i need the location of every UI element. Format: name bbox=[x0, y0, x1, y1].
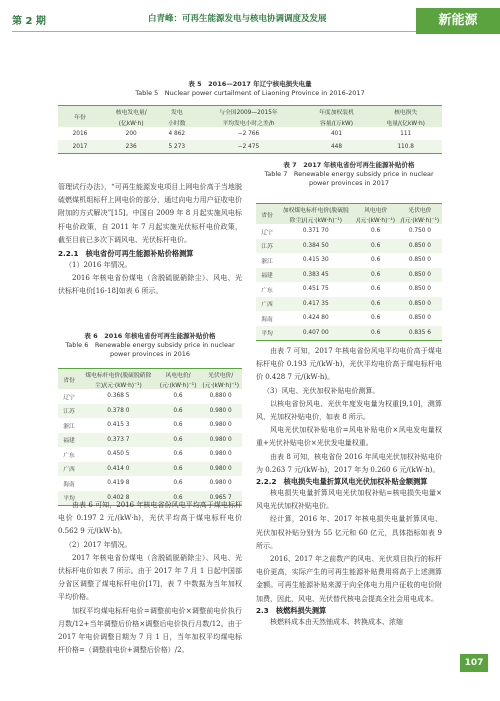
section-heading: 2.3 核燃料损失测算 bbox=[256, 605, 327, 615]
table7-cell: 0.6 bbox=[371, 271, 381, 278]
table6-cell: 江苏 bbox=[63, 409, 75, 416]
table5-cell: 110.8 bbox=[397, 143, 414, 150]
table6-cell: 0.980 0 bbox=[209, 407, 232, 414]
table6-cell: 0.6 bbox=[173, 480, 183, 487]
paragraph: 核燃料成本由天然铀成本、转换成本、浓缩 bbox=[270, 617, 403, 626]
paragraph: （2）2017 年情况。 bbox=[65, 540, 132, 549]
table7-cell: 0.371 70 bbox=[302, 228, 329, 235]
table6-cell: 0.6 bbox=[173, 465, 183, 472]
table7-cell: 辽宁 bbox=[261, 229, 273, 236]
paragraph: 经计算，2016 年、2017 年核电损失电量折算风电、光伏加权补贴分别为 55 亿元和 60 亿元，具体指标如表 9 所示。 bbox=[256, 515, 442, 550]
table6-cell: 0.368 5 bbox=[107, 393, 130, 400]
table6-cell: 0.402 8 bbox=[107, 494, 130, 501]
paragraph: 由表 8 可知，核电省份 2016 年风电光伏加权补贴电价为 0.263 7 元/(kW·h)，2017 年为 0.260 6 元/(kW·h)。 bbox=[256, 452, 442, 474]
paragraph: （3）风电、光伏加权补贴电价测算。 bbox=[263, 386, 380, 395]
table6-cell: 0.980 0 bbox=[209, 465, 232, 472]
table-row bbox=[256, 297, 442, 312]
paragraph: 管理试行办法》，“可再生能源发电项目上网电价高于当地脱硫燃煤机组标杆上网电价的部分，通过向电力用户征收电价附加的方式解决”[15]。中国自 2009 年 8 月起实施风电标杆电价政策，自 2011 年 7 月起实施光伏标杆电价政策，截至目前已多次下调风电、光伏标杆电价。 bbox=[58, 183, 242, 244]
table7-cell: 0.415 30 bbox=[302, 257, 329, 264]
table-row bbox=[58, 433, 242, 448]
paragraph: 2016 年核电省份煤电（含脱硫脱硝除尘）、风电、光伏标杆电价[16-18]如表 6 所示。 bbox=[58, 274, 242, 296]
table6-cell: 0.6 bbox=[173, 422, 183, 429]
table5-header-c5a: 核电损失 bbox=[394, 110, 418, 116]
table7-cell: 0.850 0 bbox=[408, 271, 431, 278]
table6-header-pv: 光伏电价/ bbox=[208, 372, 234, 379]
table5-cell: 5 273 bbox=[168, 143, 186, 150]
header-rule bbox=[12, 31, 416, 32]
table-row bbox=[256, 253, 442, 268]
table7-cell: 江苏 bbox=[261, 244, 273, 251]
table6-caption bbox=[58, 332, 242, 359]
table6-cell: 0.980 0 bbox=[209, 436, 232, 443]
paragraph: 2016、2017 年之前数产的风电、光伏项目执行的标杆电价更高，实际产生的可再生能源补贴费用将高于上述测算金额。可再生能源补贴来源于向全体电力用户征收的电价附加费，因此，风电、光伏替代核电会提高全社会用电成本。 bbox=[256, 555, 442, 603]
table5-cell: 200 bbox=[125, 130, 137, 137]
table5-header-c5b: 电量/(亿kW·h) bbox=[386, 120, 425, 127]
table7-caption-cn: 表 7 2017 年核电省份可再生能源补贴价格 bbox=[283, 161, 415, 169]
table5-caption-cn: 表 5 2016—2017 年辽宁核电损失电量 bbox=[188, 80, 312, 88]
table5-caption bbox=[58, 80, 442, 98]
paragraph: 风电光伏加权补贴电价=风电补贴电价×风电发电量权重+光伏补贴电价×光伏发电量权重。 bbox=[256, 426, 442, 448]
table7-header-wind-unit: /(元·(kW·h)⁻¹) bbox=[356, 217, 395, 224]
table7-header-wind: 风电电价 bbox=[364, 207, 388, 214]
running-title: 白青峰：可再生能源发电与核电协调调度及发展 bbox=[148, 14, 327, 24]
table-row bbox=[58, 447, 242, 462]
table5-header-c1a: 核电发电量/ bbox=[115, 110, 147, 116]
table7-cell: 0.451 75 bbox=[302, 286, 329, 293]
table5-header-c2b: 小时数 bbox=[168, 120, 186, 127]
table7-cell: 浙江 bbox=[261, 258, 273, 265]
table7-cell: 0.6 bbox=[371, 257, 381, 264]
paragraph: 由表 7 可知，2017 年核电省份风电平均电价高于煤电标杆电价 0.193 元/(kW·h)，光伏平均电价高于煤电标杆电价 0.428 7 元/(kW·h)。 bbox=[256, 347, 442, 382]
table-row bbox=[58, 404, 242, 419]
table6-cell: 平均 bbox=[63, 496, 75, 503]
table7-cell: 0.850 0 bbox=[408, 286, 431, 293]
table7-cell: 广西 bbox=[261, 302, 273, 309]
right-column-bottom bbox=[256, 345, 442, 629]
table7-cell: 0.6 bbox=[371, 329, 381, 336]
table7-cell: 0.384 50 bbox=[302, 242, 329, 249]
table7-cell: 平均 bbox=[261, 331, 273, 338]
table6-cell: 广西 bbox=[63, 467, 75, 474]
table6-cell: 0.6 bbox=[173, 393, 183, 400]
table7-cell: 0.835 6 bbox=[408, 329, 431, 336]
table5-header-c4a: 年度加权装机 bbox=[319, 110, 354, 116]
table6-cell: 0.6 bbox=[173, 494, 183, 501]
table6-cell: 海南 bbox=[63, 481, 75, 488]
page-header bbox=[0, 0, 500, 38]
table-row bbox=[256, 311, 442, 326]
table7-header-coal-unit: 除尘)/(元·(kW·h)⁻¹) bbox=[289, 217, 343, 224]
table7-caption bbox=[256, 161, 442, 188]
table-row bbox=[256, 282, 442, 297]
table7-caption-en2: power provinces in 2017 bbox=[308, 179, 390, 187]
table7-cell: 0.850 0 bbox=[408, 242, 431, 249]
table-row bbox=[256, 326, 442, 341]
table5 bbox=[58, 105, 442, 154]
table6-cell: 福建 bbox=[63, 438, 75, 445]
table7-cell: 海南 bbox=[261, 316, 273, 323]
table6-cell: 0.980 0 bbox=[209, 451, 232, 458]
table7-cell: 0.750 0 bbox=[408, 228, 431, 235]
table6-cell: 0.414 0 bbox=[107, 465, 130, 472]
table6-header-wind: 风电电价/ bbox=[165, 372, 191, 379]
paragraph: 2017 年核电省份煤电（含脱硫脱硝除尘）、风电、光伏标杆电价如表 7 所示。由于 2017 年 7 月 1 日起中国部分省区调整了煤电标杆电价[17]，表 7 中数据为当年加权平均价格。 bbox=[58, 553, 242, 602]
table6-caption-cn: 表 6 2016 年核电省份可再生能源补贴价格 bbox=[84, 332, 216, 340]
table5-header-c3a: 与全国2009—2015年 bbox=[219, 110, 278, 116]
table7-cell: 福建 bbox=[261, 273, 273, 280]
section-heading: 2.2.2 核电损失电量折算风电光伏加权补贴金额测算 bbox=[256, 477, 428, 487]
paragraph: （1）2016 年情况。 bbox=[65, 261, 132, 270]
table7-header-pv-unit: /(元·(kW·h)⁻¹) bbox=[400, 217, 440, 224]
table6-cell: 0.419 8 bbox=[107, 480, 130, 487]
table6-cell: 辽宁 bbox=[63, 394, 75, 401]
table7-cell: 0.6 bbox=[371, 228, 381, 235]
paragraph: 由表 6 可知，2016 年核电省份风电平均高于煤电标杆电价 0.197 2 元/(kW·h)，光伏平均高于煤电标杆电价 0.562 9 元/(kW·h)。 bbox=[58, 501, 242, 536]
table6-header-coal: 煤电标杆电价(脱硫脱硝除 bbox=[85, 372, 152, 379]
table7-cell: 0.407 00 bbox=[302, 329, 329, 336]
table-row bbox=[58, 462, 242, 477]
table6-cell: 0.373 7 bbox=[107, 436, 130, 443]
table7-cell: 0.6 bbox=[371, 242, 381, 249]
table5-header-c3b: 平均发电小时之差/h bbox=[222, 120, 275, 127]
table7-cell: 0.6 bbox=[371, 315, 381, 322]
table7-header-coal: 加权煤电标杆电价(脱硫脱 bbox=[282, 207, 349, 214]
left-column-bottom bbox=[58, 499, 242, 657]
table5-cell: −2 475 bbox=[237, 143, 260, 150]
table6-cell: 浙江 bbox=[63, 423, 75, 430]
journal-brand: 新能源 bbox=[416, 8, 500, 34]
issue-label: 第 2 期 bbox=[12, 16, 46, 27]
table5-cell: 236 bbox=[125, 143, 137, 150]
table6-cell: 0.880 0 bbox=[209, 393, 232, 400]
table6-cell: 0.415 3 bbox=[107, 422, 130, 429]
table6-header-pv-unit: (元·(kW·h)⁻¹) bbox=[202, 382, 240, 389]
table7-cell: 0.850 0 bbox=[408, 257, 431, 264]
table6-header-coal-unit: 尘)/(元·(kW·h)⁻¹) bbox=[95, 382, 142, 389]
table7-header-province: 省份 bbox=[261, 212, 273, 219]
table7-cell: 0.850 0 bbox=[408, 315, 431, 322]
table6-cell: 0.980 0 bbox=[209, 422, 232, 429]
table6-cell: 0.980 0 bbox=[209, 480, 232, 487]
table-row bbox=[58, 127, 442, 140]
table-row bbox=[58, 389, 242, 404]
table-row bbox=[256, 239, 442, 254]
table7-cell: 0.6 bbox=[371, 300, 381, 307]
table5-header-year: 年份 bbox=[74, 115, 86, 121]
table6-cell: 0.450 5 bbox=[107, 451, 130, 458]
table6-header-province: 省份 bbox=[63, 377, 75, 384]
table6-header-wind-unit: (元·(kW·h)⁻¹) bbox=[159, 382, 197, 389]
table5-cell: −2 766 bbox=[237, 130, 260, 137]
paragraph: 以核电省份风电、光伏年度发电量为权重[9,10]，测算风、光加权补贴电价，如表 8 所示。 bbox=[256, 399, 442, 422]
table7-cell: 0.424 80 bbox=[302, 315, 329, 322]
table5-caption-en: Table 5 Nuclear power curtailment of Liaoning Province in 2016-2017 bbox=[135, 89, 365, 97]
table7-header-pv: 光伏电价 bbox=[408, 207, 432, 214]
table-row bbox=[58, 140, 442, 154]
table6-cell: 0.378 0 bbox=[107, 407, 130, 414]
table7 bbox=[256, 203, 442, 341]
table6-caption-en2: power provinces in 2016 bbox=[109, 350, 191, 358]
table5-header-c1b: (亿kW·h) bbox=[118, 120, 144, 127]
paragraph: 核电损失电量折算风电光伏加权补贴=核电损失电量×风电光伏加权补贴电价。 bbox=[256, 489, 442, 511]
page-number: 107 bbox=[460, 654, 488, 672]
table7-cell: 0.6 bbox=[371, 286, 381, 293]
table5-header-c4b: 容量/(万kW) bbox=[320, 120, 353, 127]
table5-cell: 4 862 bbox=[168, 130, 186, 137]
paragraph: 加权平均煤电标杆电价=调整前电价×调整前电价执行月数/12+当年调整后价格×调整后电价执行月数/12。由于 2017 年电价调整日期为 7 月 1 日，当年加权平均煤电标杆价格=（调整前电价+调整后价格）/2。 bbox=[58, 606, 242, 655]
table6-cell: 0.6 bbox=[173, 436, 183, 443]
table7-caption-en1: Table 7 Renewable energy subsidy price in nuclear bbox=[264, 170, 434, 178]
table-row bbox=[256, 268, 442, 283]
table-row bbox=[256, 224, 442, 239]
table6 bbox=[58, 368, 242, 506]
table5-cell: 2017 bbox=[72, 143, 88, 150]
table-row bbox=[58, 476, 242, 491]
table5-header-c2a: 发电 bbox=[171, 110, 183, 116]
table7-cell: 0.417 35 bbox=[302, 300, 329, 307]
table7-cell: 广东 bbox=[261, 287, 273, 294]
section-heading: 2.2.1 核电省份可再生能源补贴价格测算 bbox=[58, 249, 194, 259]
table5-cell: 448 bbox=[330, 143, 343, 150]
table7-cell: 0.850 0 bbox=[408, 300, 431, 307]
table5-cell: 2016 bbox=[72, 130, 88, 137]
table6-caption-en1: Table 6 Renewable energy subsidy price in nuclear bbox=[65, 341, 235, 349]
table5-cell: 111 bbox=[400, 130, 412, 137]
table5-cell: 401 bbox=[330, 130, 343, 137]
table6-cell: 0.965 7 bbox=[209, 494, 232, 501]
table6-cell: 0.6 bbox=[173, 451, 183, 458]
table-row bbox=[58, 418, 242, 433]
table6-cell: 0.6 bbox=[173, 407, 183, 414]
left-column-top bbox=[58, 181, 242, 299]
table6-cell: 广东 bbox=[63, 452, 75, 459]
table7-cell: 0.383 45 bbox=[302, 271, 329, 278]
